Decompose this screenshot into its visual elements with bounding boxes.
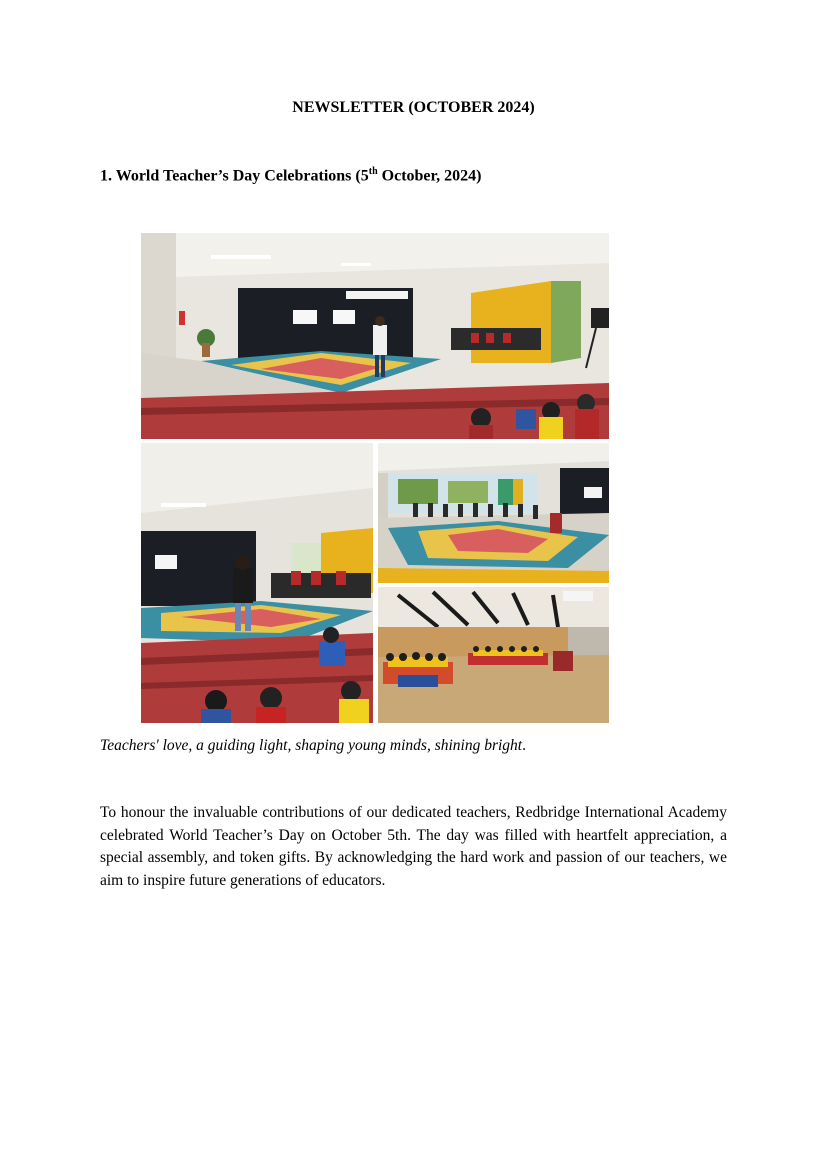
newsletter-title: NEWSLETTER (OCTOBER 2024) [292,99,535,116]
caption-end: . [522,737,526,754]
stage-teacher-photo [141,443,373,723]
body-paragraph: To honour the invaluable contributions of our dedicated teachers, Redbridge International Academy celebrated World Teacher’s Day on October 5th. The day was filled with heartfelt appreciation, a special assembly, and token gifts. By acknowledging the hard work and passion of our teachers, we aim to inspire future generations of educators. [100,804,727,889]
hall-gathering-photo [378,443,609,583]
stage-speaker-photo [141,233,609,439]
heading-text-end: October, 2024) [377,167,482,185]
heading-text: 1. World Teacher’s Day Celebrations (5 [100,167,369,185]
caption-text: Teachers' love, a guiding light, shaping young minds, shining bright [100,737,523,754]
photo-caption [100,737,526,755]
auditorium-students-photo [378,587,609,723]
heading-superscript: th [368,166,378,177]
section-heading [100,166,481,185]
